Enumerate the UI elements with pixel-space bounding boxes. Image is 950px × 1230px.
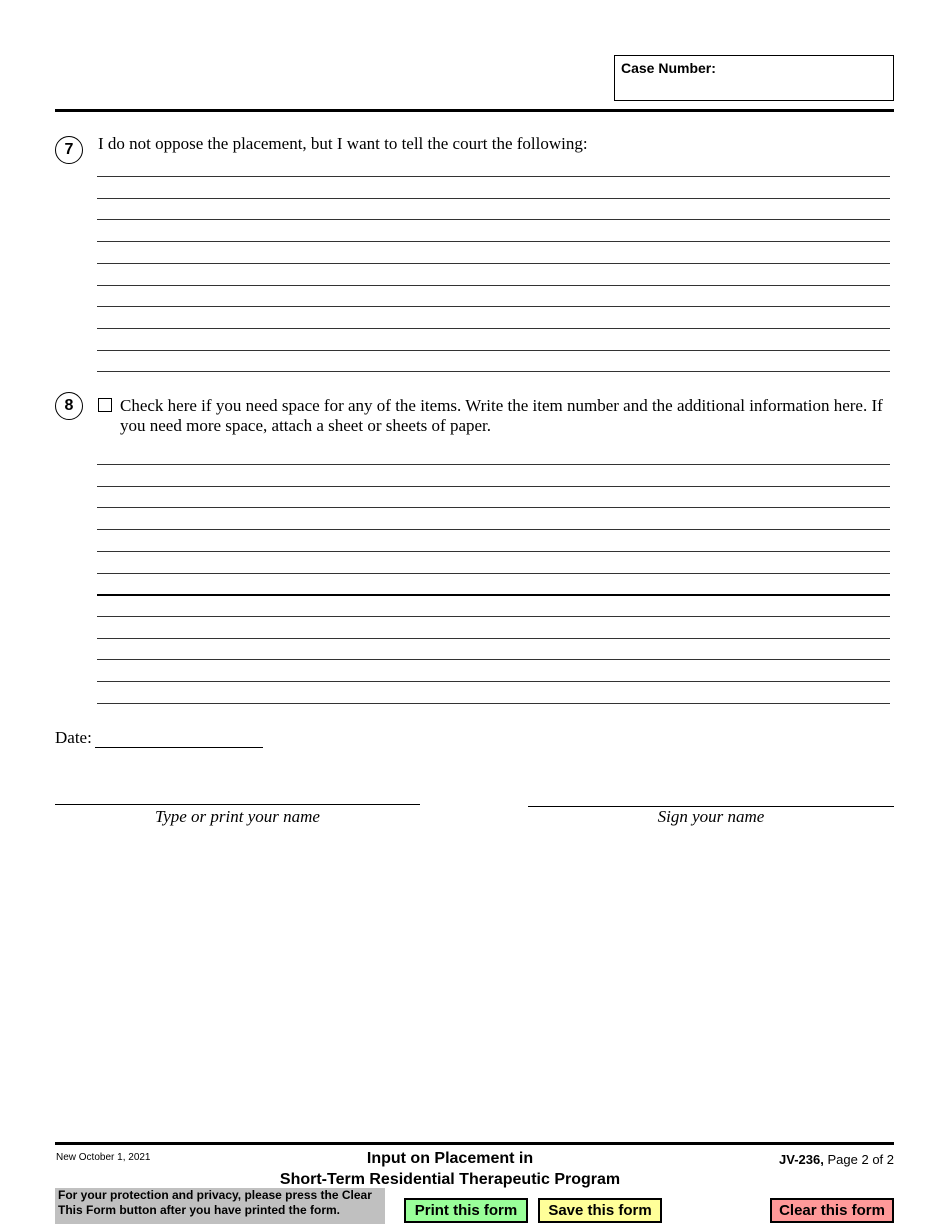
- writing-line: [97, 350, 890, 351]
- writing-line: [97, 285, 890, 286]
- privacy-note: For your protection and privacy, please press the Clear This Form button after you have printed the form.: [55, 1188, 385, 1224]
- writing-line: [97, 681, 890, 682]
- writing-line: [97, 486, 890, 487]
- page-number: Page 2 of 2: [827, 1152, 894, 1167]
- footer-rule: [55, 1142, 894, 1145]
- clear-form-button[interactable]: Clear this form: [770, 1198, 894, 1223]
- writing-line: [97, 371, 890, 372]
- revision-date: New October 1, 2021: [56, 1152, 151, 1163]
- writing-line: [97, 328, 890, 329]
- header-rule: [55, 109, 894, 112]
- writing-line: [97, 464, 890, 465]
- date-field[interactable]: [95, 747, 263, 748]
- form-title: [250, 1148, 650, 1190]
- writing-line: [97, 703, 890, 704]
- writing-line: [97, 573, 890, 574]
- printed-name-field[interactable]: [55, 804, 420, 805]
- writing-line: [97, 306, 890, 307]
- form-title-line-2: Short-Term Residential Therapeutic Program: [279, 1171, 621, 1188]
- item-8-number: 8: [55, 392, 83, 420]
- writing-line: [97, 659, 890, 660]
- print-form-button[interactable]: Print this form: [404, 1198, 528, 1223]
- date-label: Date:: [55, 728, 92, 747]
- writing-line: [97, 176, 890, 177]
- form-id: [779, 1152, 894, 1167]
- item-8-text: Check here if you need space for any of the items. Write the item number and the additional information here. If you need more space, attach a sheet or sheets of paper.: [120, 396, 883, 435]
- item-7-text: I do not oppose the placement, but I want to tell the court the following:: [98, 134, 588, 153]
- writing-line: [97, 241, 890, 242]
- writing-line: [97, 616, 890, 617]
- case-number-label: Case Number:: [621, 60, 716, 76]
- writing-line: [97, 263, 890, 264]
- writing-line: [97, 638, 890, 639]
- writing-line: [97, 198, 890, 199]
- writing-line: [97, 594, 890, 596]
- printed-name-caption: Type or print your name: [155, 807, 320, 826]
- writing-line: [97, 219, 890, 220]
- save-form-button[interactable]: Save this form: [538, 1198, 662, 1223]
- writing-line: [97, 529, 890, 530]
- item-8-checkbox[interactable]: [98, 398, 112, 412]
- signature-caption: Sign your name: [657, 807, 765, 826]
- form-code: JV-236,: [779, 1152, 824, 1167]
- writing-line: [97, 507, 890, 508]
- writing-line: [97, 551, 890, 552]
- form-title-line-1: Input on Placement in: [366, 1150, 534, 1167]
- item-7-number: 7: [55, 136, 83, 164]
- case-number-box[interactable]: [614, 55, 894, 101]
